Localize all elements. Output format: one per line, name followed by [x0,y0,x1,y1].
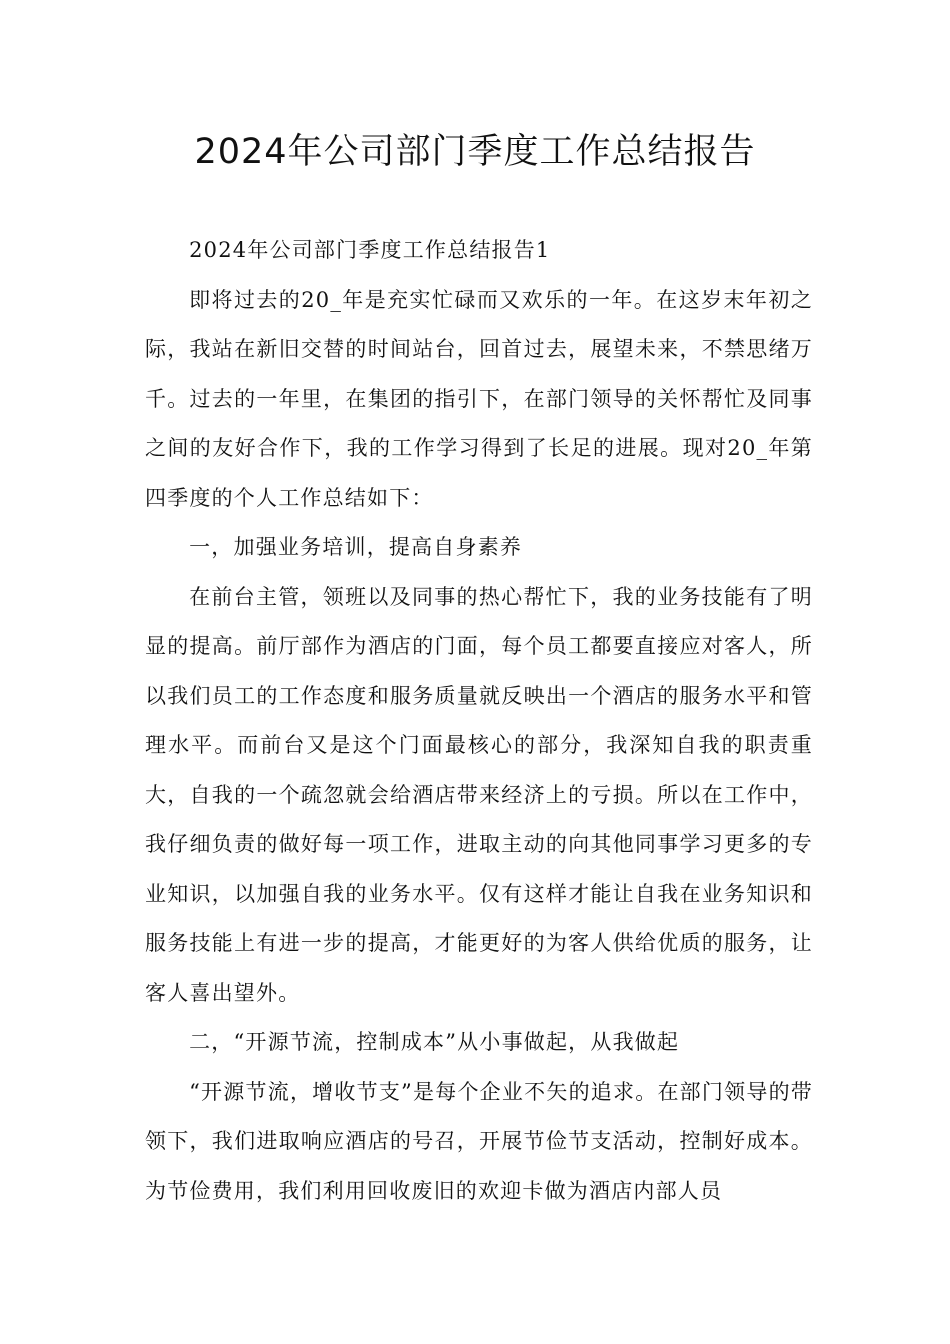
section-heading-2: 二，“开源节流，控制成本”从小事做起，从我做起 [189,1030,680,1054]
document-body [145,226,813,1216]
section-1-paragraph: 在前台主管，领班以及同事的热心帮忙下，我的业务技能有了明显的提高。前厅部作为酒店的门面，每个员工都要直接应对客人，所以我们员工的工作态度和服务质量就反映出一个酒店的服务水平和管理水平。而前台又是这个门面最核心的部分，我深知自我的职责重大，自我的一个疏忽就会给酒店带来经济上的亏损。所以在工作中，我仔细负责的做好每一项工作，进取主动的向其他同事学习更多的专业知识，以加强自我的业务水平。仅有这样才能让自我在业务知识和服务技能上有进一步的提高，才能更好的为客人供给优质的服务，让客人喜出望外。 [145,584,813,1005]
intro-paragraph: 即将过去的20_年是充实忙碌而又欢乐的一年。在这岁末年初之际，我站在新旧交替的时间站台，回首过去，展望未来，不禁思绪万千。过去的一年里，在集团的指引下，在部门领导的关怀帮忙及同事之间的友好合作下，我的工作学习得到了长足的进展。现对20_年第四季度的个人工作总结如下： [145,287,813,510]
document-title: 2024年公司部门季度工作总结报告 [194,132,756,172]
report-subtitle: 2024年公司部门季度工作总结报告1 [189,238,551,262]
section-heading-1: 一，加强业务培训，提高自身素养 [189,535,523,559]
section-2-paragraph: “开源节流，增收节支”是每个企业不矢的追求。在部门领导的带领下，我们进取响应酒店的号召，开展节俭节支活动，控制好成本。为节俭费用，我们利用回收废旧的欢迎卡做为酒店内部人员 [145,1079,813,1203]
